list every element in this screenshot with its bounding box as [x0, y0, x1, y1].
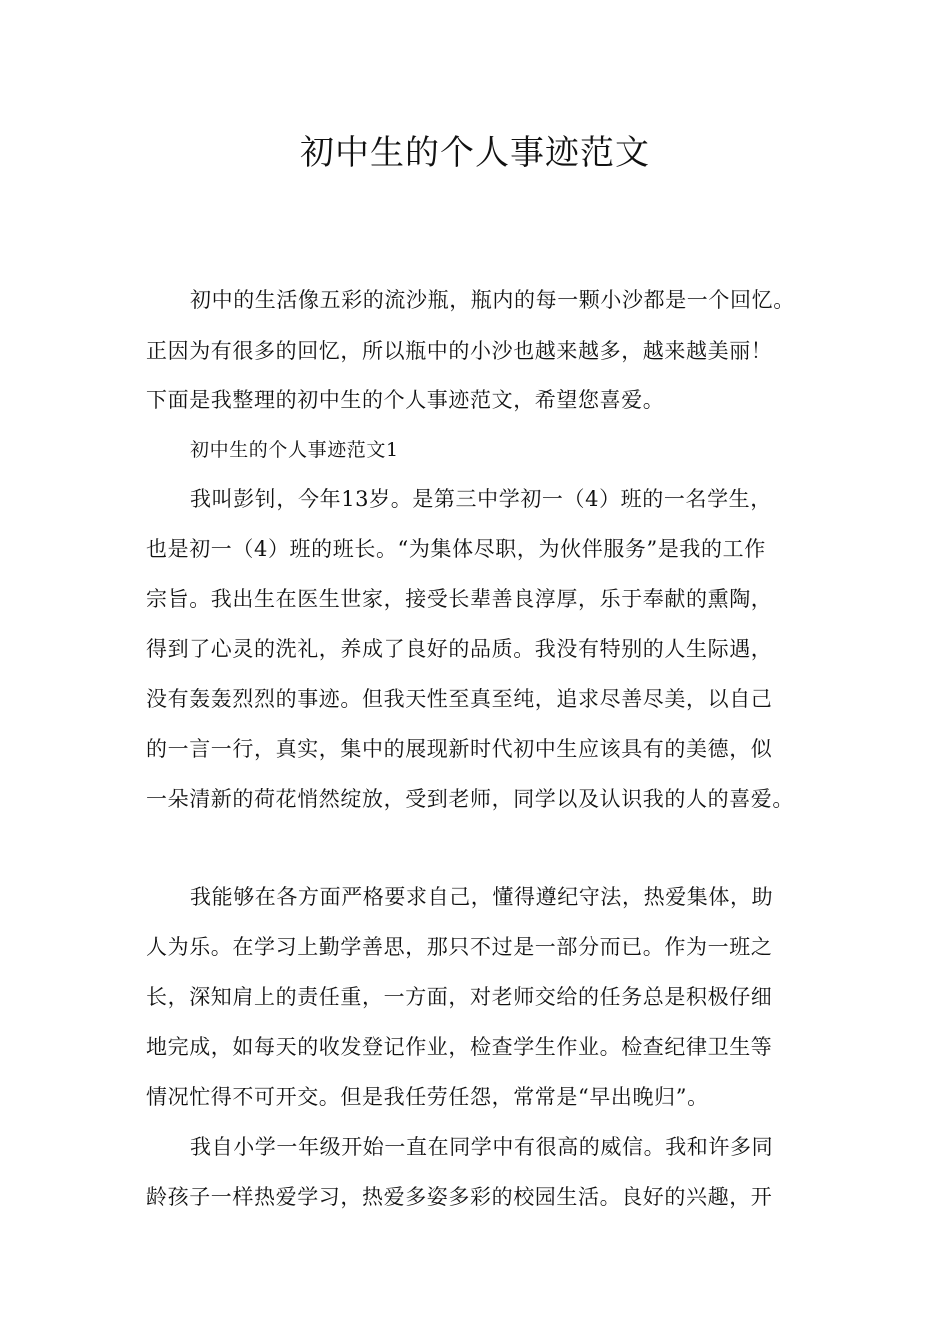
paragraph-line: 下面是我整理的初中生的个人事迹范文，希望您喜爱。 — [146, 388, 665, 412]
paragraph-line: 我叫彭钊，今年13岁。是第三中学初一（4）班的一名学生， — [190, 487, 772, 511]
paragraph-line: 龄孩子一样热爱学习，热爱多姿多彩的校园生活。良好的兴趣，开 — [146, 1185, 773, 1209]
paragraph-line: 没有轰轰烈烈的事迹。但我天性至真至纯，追求尽善尽美，以自己 — [146, 687, 773, 711]
section-heading: 初中生的个人事迹范文1 — [190, 439, 399, 461]
paragraph-line: 人为乐。在学习上勤学善思，那只不过是一部分而已。作为一班之 — [146, 935, 773, 959]
paragraph-line: 我能够在各方面严格要求自己，懂得遵纪守法，热爱集体，助 — [190, 885, 774, 909]
paragraph-line: 的一言一行，真实，集中的展现新时代初中生应该具有的美德，似 — [146, 737, 773, 761]
paragraph-line: 长，深知肩上的责任重，一方面，对老师交给的任务总是积极仔细 — [146, 985, 773, 1009]
paragraph-line: 我自小学一年级开始一直在同学中有很高的威信。我和许多同 — [190, 1135, 774, 1159]
paragraph-line: 初中的生活像五彩的流沙瓶，瓶内的每一颗小沙都是一个回忆。 — [190, 288, 795, 312]
document-title: 初中生的个人事迹范文 — [300, 133, 650, 173]
paragraph-line: 宗旨。我出生在医生世家，接受长辈善良淳厚，乐于奉献的熏陶， — [146, 587, 773, 611]
paragraph-line: 也是初一（4）班的班长。“为集体尽职，为伙伴服务”是我的工作 — [146, 537, 766, 561]
paragraph-line: 一朵清新的荷花悄然绽放，受到老师，同学以及认识我的人的喜爱。 — [146, 787, 794, 811]
paragraph-line: 正因为有很多的回忆，所以瓶中的小沙也越来越多，越来越美丽！ — [146, 339, 773, 363]
paragraph-line: 得到了心灵的洗礼，养成了良好的品质。我没有特别的人生际遇， — [146, 637, 773, 661]
paragraph-line: 情况忙得不可开交。但是我任劳任怨，常常是“早出晚归”。 — [146, 1085, 709, 1109]
paragraph-line: 地完成，如每天的收发登记作业，检查学生作业。检查纪律卫生等 — [146, 1035, 773, 1059]
